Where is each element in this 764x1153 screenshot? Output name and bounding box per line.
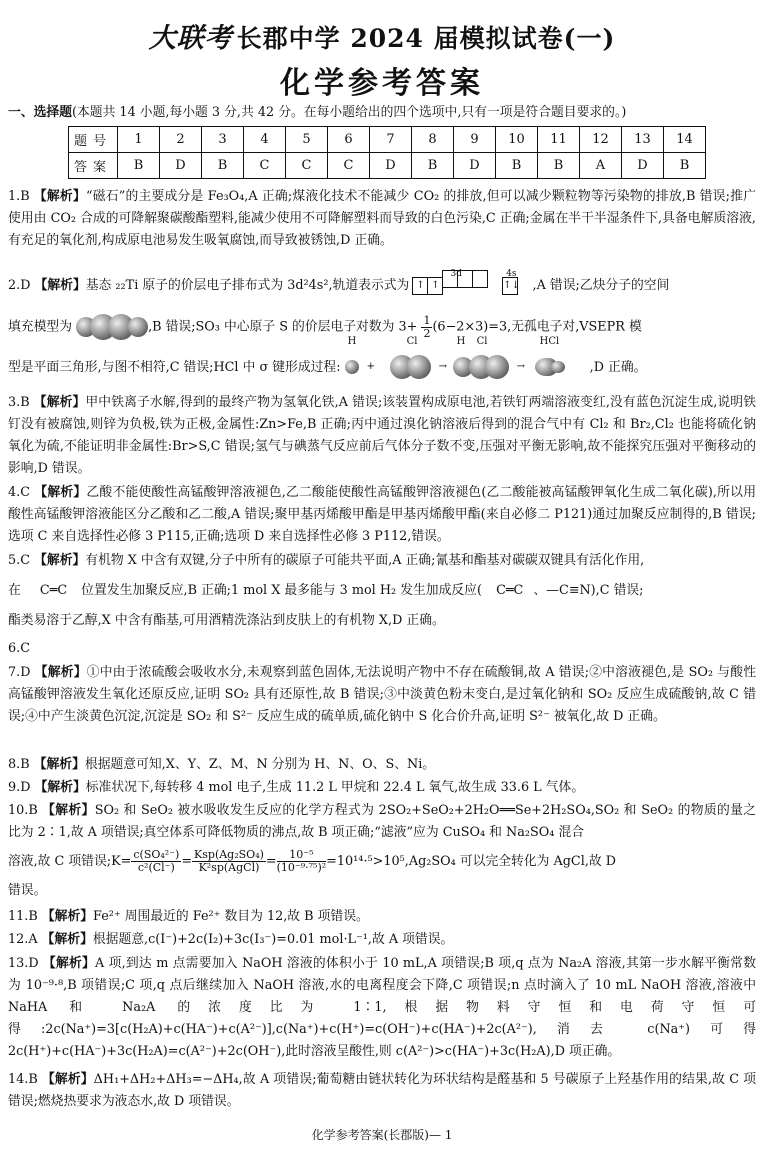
- analysis-text: 位置发生加聚反应,B 正确;1 mol X 最多能与 3 mol H₂ 发生加成反应(: [81, 583, 482, 598]
- section-label: 一、选择题: [8, 105, 72, 120]
- question-number: 6.C: [8, 641, 31, 656]
- row-label-number: 题号: [69, 127, 118, 153]
- fraction-numerator: c(SO₄²⁻): [133, 848, 180, 861]
- fraction: [421, 315, 432, 340]
- double-bond-structure: C═C: [39, 583, 68, 598]
- analysis-tag: 【解析】: [34, 780, 86, 795]
- analysis-text: 酯类易溶于乙醇,X 中含有酯基,可用酒精洗涤沾到皮肤上的有机物 X,D 正确。: [8, 613, 445, 628]
- answer-cell: D: [454, 153, 496, 179]
- analysis-text: ①中由于浓硫酸会吸收水分,未观察到蓝色固体,无法说明产物中不存在硫酸铜,故 A 错误;②中溶液褪色,是 SO₂ 与酸性高锰酸钾溶液发生氧化还原反应,证明 SO₂ 具有还原性,故 B 错误;③中淡黄色粉末变白,是过氧化钠和 SO₂ 反应生成硫酸钠,故 C 错误;④中产生淡黄色沉淀,沉淀是 SO₂ 和 S²⁻ 反应生成的硫单质,硫化钠中 S 化合价升高,证明 S²⁻ 被氧化,故 D 正确。: [8, 665, 757, 724]
- answer-cell: B: [664, 153, 706, 179]
- question-4: [8, 482, 756, 548]
- analysis-text: =10¹⁴·⁵>10⁵,Ag₂SO₄ 可以完全转化为 AgCl,故 D: [326, 854, 617, 869]
- analysis-text: 填充模型为: [8, 319, 72, 335]
- question-number: 9.D: [8, 780, 31, 795]
- analysis-text: ΔH₁+ΔH₂+ΔH₃=−ΔH₄,故 A 项错误;葡萄糖由链状转化为环状结构是醛基和 5 号碳原子上羟基作用的结果,故 C 项错误;燃烧热要求为液态水,故 D 项错误。: [8, 1072, 757, 1109]
- section-instruction: (本题共 14 小题,每小题 3 分,共 42 分。在每小题给出的四个选项中,只有一项是符合题目要求的。): [71, 105, 627, 120]
- question-9: [8, 777, 756, 799]
- answer-cell: B: [412, 153, 454, 179]
- fraction-numerator: 10⁻⁵: [277, 849, 327, 862]
- analysis-text: 溶液,故 C 项错误;K=: [8, 854, 132, 869]
- table-row-numbers: [69, 127, 706, 153]
- analysis-text: ,B 错误;SO₃ 中心原子 S 的价层电子对数为 3+: [148, 319, 418, 335]
- equals-sign: =: [265, 854, 277, 869]
- orbital-box: ↑: [427, 277, 443, 295]
- question-3: [8, 392, 756, 480]
- answer-cell: B: [118, 153, 160, 179]
- fraction-denominator: (10⁻⁹·⁷⁵)²: [276, 861, 327, 874]
- answer-cell: C: [328, 153, 370, 179]
- orbital-box: ↑: [412, 277, 428, 295]
- answer-cell: D: [370, 153, 412, 179]
- exam-title: 长郡中学 2024 届模拟试卷(一): [236, 24, 616, 53]
- answer-cell: C: [244, 153, 286, 179]
- question-2: [8, 269, 756, 388]
- analysis-tag: 【解析】: [34, 278, 86, 293]
- fraction-denominator: c²(Cl⁻): [137, 861, 175, 874]
- number-cell: 4: [244, 127, 286, 153]
- analysis-tag: 【解析】: [34, 665, 87, 680]
- analysis-tag: 【解析】: [41, 932, 93, 947]
- number-cell: 6: [328, 127, 370, 153]
- question-10: [8, 800, 756, 902]
- fraction-numerator: Ksp(Ag₂SO₄): [194, 848, 264, 861]
- question-13: [8, 953, 756, 1063]
- number-cell: 10: [496, 127, 538, 153]
- exam-header: [0, 16, 764, 55]
- label-h: H: [347, 336, 357, 347]
- label-h2: H: [456, 336, 466, 347]
- question-number: 3.B: [8, 395, 30, 410]
- question-number: 8.B: [8, 757, 30, 772]
- question-7: [8, 662, 756, 728]
- analysis-tag: 【解析】: [34, 485, 87, 500]
- number-cell: 8: [412, 127, 454, 153]
- number-cell: 1: [118, 127, 160, 153]
- question-number: 4.C: [8, 485, 31, 500]
- question-1: [8, 186, 756, 252]
- orbital-box: [472, 270, 488, 288]
- analysis-text: ,D 正确。: [589, 359, 647, 375]
- orbital-label-3d: 3d: [450, 269, 463, 279]
- section-heading: [8, 101, 758, 120]
- analysis-text: A 项,到达 m 点需要加入 NaOH 溶液的体积小于 10 mL,A 项错误;B 项,q 点为 Na₂A 溶液,其第一步水解平衡常数为 10⁻⁹·⁸,B 项错误;C 项,q 点后继续加入 NaOH 溶液,水的电离程度会下降,C 项错误;n 点时滴入了 10 mL NaOH 溶液,溶液中 NaHA 和 Na₂A 的浓度比为 1∶1,根据物料守恒和电荷守恒可得:2c(Na⁺)=3[c(H₂A)+c(HA⁻)+c(A²⁻)],c(Na⁺)+c(H⁺)=c(OH⁻)+c(HA⁻)+2c(A²⁻),消去 c(Na⁺)可得 2c(H⁺)+c(HA⁻)+3c(H₂A)=c(A²⁻)+2c(OH⁻),此时溶液呈酸性,则 c(A²⁻)>c(HA⁻)+3c(H₂A),D 项正确。: [8, 956, 756, 1059]
- analysis-tag: 【解析】: [33, 757, 85, 772]
- question-12: [8, 929, 756, 951]
- fraction-denominator: K²sp(AgCl): [198, 861, 260, 874]
- analysis-text: 基态 ₂₂Ti 原子的价层电子排布式为 3d²4s²,轨道表示式为: [85, 278, 410, 293]
- question-14: [8, 1069, 756, 1113]
- question-number: 12.A: [8, 932, 38, 947]
- number-cell: 12: [580, 127, 622, 153]
- analysis-text: 标准状况下,每转移 4 mol 电子,生成 11.2 L 甲烷和 22.4 L 氧气,故生成 33.6 L 气体。: [85, 780, 585, 795]
- double-bond-structure-2: C═C: [496, 583, 524, 598]
- question-11: [8, 906, 756, 928]
- answer-cell: B: [538, 153, 580, 179]
- fraction-numerator: 1: [423, 313, 431, 327]
- answer-cell: B: [202, 153, 244, 179]
- page-footer: 化学参考答案(长郡版)— 1: [311, 1128, 453, 1142]
- answer-table: [68, 126, 706, 179]
- question-number: 11.B: [8, 909, 38, 924]
- acetylene-model-image: [76, 307, 148, 347]
- analysis-text: 甲中铁离子水解,得到的最终产物为氢氧化铁,A 错误;该装置构成原电池,若铁钉两端溶液变红,没有蓝色沉淀生成,说明铁钉没有被腐蚀,则锌为负极,铁为正极,金属性:Zn>Fe,B 正确;丙中通过溴化钠溶液后得到的混合气中有 Cl₂ 和 Br₂,Cl₂ 也能将硫化钠氧化为硫,不能证明非金属性:Br>S,C 错误;氢气与碘蒸气反应前后气体分子数不变,压强对平衡无影响,故不能探究压强对平衡移动的影响,D 错误。: [8, 395, 756, 476]
- analysis-tag: 【解析】: [42, 803, 95, 818]
- fraction: [131, 849, 181, 874]
- analysis-text: 错误。: [8, 883, 47, 898]
- analysis-text: SO₂ 和 SeO₂ 被水吸收发生反应的化学方程式为 2SO₂+SeO₂+2H₂O══Se+2H₂SO₄,SO₂ 和 SeO₂ 的物质的量之比为 2∶1,故 A 项错误;真空体系可降低物质的沸点,故 B 项正确;“滤液”应为 CuSO₄ 和 Na₂SO₄ 混合: [8, 803, 756, 840]
- question-8: [8, 754, 756, 776]
- analysis-text: 根据题意可知,X、Y、Z、M、N 分别为 H、N、O、S、Ni。: [84, 757, 436, 772]
- answer-cell: D: [622, 153, 664, 179]
- question-number: 1.B: [8, 189, 30, 204]
- analysis-text: (6−2×3)=3,无孤电子对,VSEPR 模: [432, 319, 642, 335]
- page-title: 化学参考答案: [280, 66, 484, 101]
- question-number: 7.D: [8, 665, 31, 680]
- question-number: 13.D: [8, 956, 39, 971]
- fraction: [277, 849, 327, 874]
- question-number: 2.D: [8, 278, 31, 293]
- answer-cell: A: [580, 153, 622, 179]
- number-cell: 5: [286, 127, 328, 153]
- number-cell: 3: [202, 127, 244, 153]
- analysis-tag: 【解析】: [41, 1072, 94, 1087]
- answer-cell: C: [286, 153, 328, 179]
- question-number: 14.B: [8, 1072, 38, 1087]
- question-number: 10.B: [8, 803, 38, 818]
- analysis-text: 乙酸不能使酸性高锰酸钾溶液褪色,乙二酸能使酸性高锰酸钾溶液褪色(乙二酸能被高锰酸钾氧化生成二氧化碳),所以用酸性高锰酸钾溶液能区分乙酸和乙二酸,A 错误;聚甲基丙烯酸甲酯是甲基丙烯酸甲酯(来自必修二 P121)通过加聚反应制得的,B 错误;选项 C 来自选择性必修 3 P115,正确;选项 D 来自选择性必修 3 P112,错误。: [8, 485, 757, 544]
- number-cell: 11: [538, 127, 580, 153]
- analysis-tag: 【解析】: [42, 956, 96, 971]
- label-hcl: HCl: [539, 336, 560, 347]
- analysis-tag: 【解析】: [33, 189, 86, 204]
- analysis-tag: 【解析】: [41, 909, 94, 924]
- analysis-text: 根据题意,c(I⁻)+2c(I₂)+3c(I₃⁻)=0.01 mol·L⁻¹,故 A 项错误。: [92, 932, 454, 947]
- label-cl2: Cl: [476, 336, 488, 347]
- orbital-box-4s: ↑↓: [502, 277, 518, 295]
- number-cell: 2: [160, 127, 202, 153]
- number-cell: 13: [622, 127, 664, 153]
- analysis-text: “磁石”的主要成分是 Fe₃O₄,A 正确;煤液化技术不能减少 CO₂ 的排放,但可以减少颗粒物等污染物的排放,B 错误;推广使用由 CO₂ 合成的可降解聚碳酸酯塑料,能减少使用不可降解塑料而导致的白色污染,C 正确;金属在半干半湿条件下,具备电解质溶液,有充足的氧化剂,构成原电池易发生吸氧腐蚀,而导致被锈蚀,D 正确。: [8, 189, 757, 248]
- number-cell: 14: [664, 127, 706, 153]
- analysis-tag: 【解析】: [34, 553, 86, 568]
- table-row-answers: [69, 153, 706, 179]
- equals-sign: =: [181, 854, 193, 869]
- analysis-text: Fe²⁺ 周围最近的 Fe²⁺ 数目为 12,故 B 项错误。: [93, 909, 369, 924]
- question-number: 5.C: [8, 553, 31, 568]
- orbital-label-4s: 4s: [506, 269, 517, 279]
- orbital-diagram: [413, 270, 532, 297]
- fraction: [192, 849, 266, 874]
- label-cl: Cl: [406, 336, 418, 347]
- analysis-tag: 【解析】: [33, 395, 86, 410]
- analysis-text: ,A 错误;乙炔分子的空间: [532, 278, 670, 293]
- sigma-bond-image: H + Cl → H Cl → HCl: [345, 352, 590, 382]
- row-label-answer: 答案: [69, 153, 118, 179]
- answer-cell: D: [160, 153, 202, 179]
- brand-logo: 大联考: [148, 23, 233, 54]
- question-6: [8, 638, 756, 660]
- number-cell: 7: [370, 127, 412, 153]
- analysis-text: 型是平面三角形,与图不相符,C 错误;HCl 中 σ 键形成过程:: [8, 359, 341, 375]
- analysis-text: 、—C≡N),C 错误;: [533, 583, 644, 598]
- fraction-denominator: 2: [423, 326, 431, 340]
- number-cell: 9: [454, 127, 496, 153]
- answer-cell: B: [496, 153, 538, 179]
- analysis-text: 有机物 X 中含有双键,分子中所有的碳原子可能共平面,A 正确;氰基和酯基对碳碳双键具有活化作用,: [85, 553, 645, 568]
- analysis-text: 在: [8, 583, 21, 598]
- question-5: [8, 550, 756, 632]
